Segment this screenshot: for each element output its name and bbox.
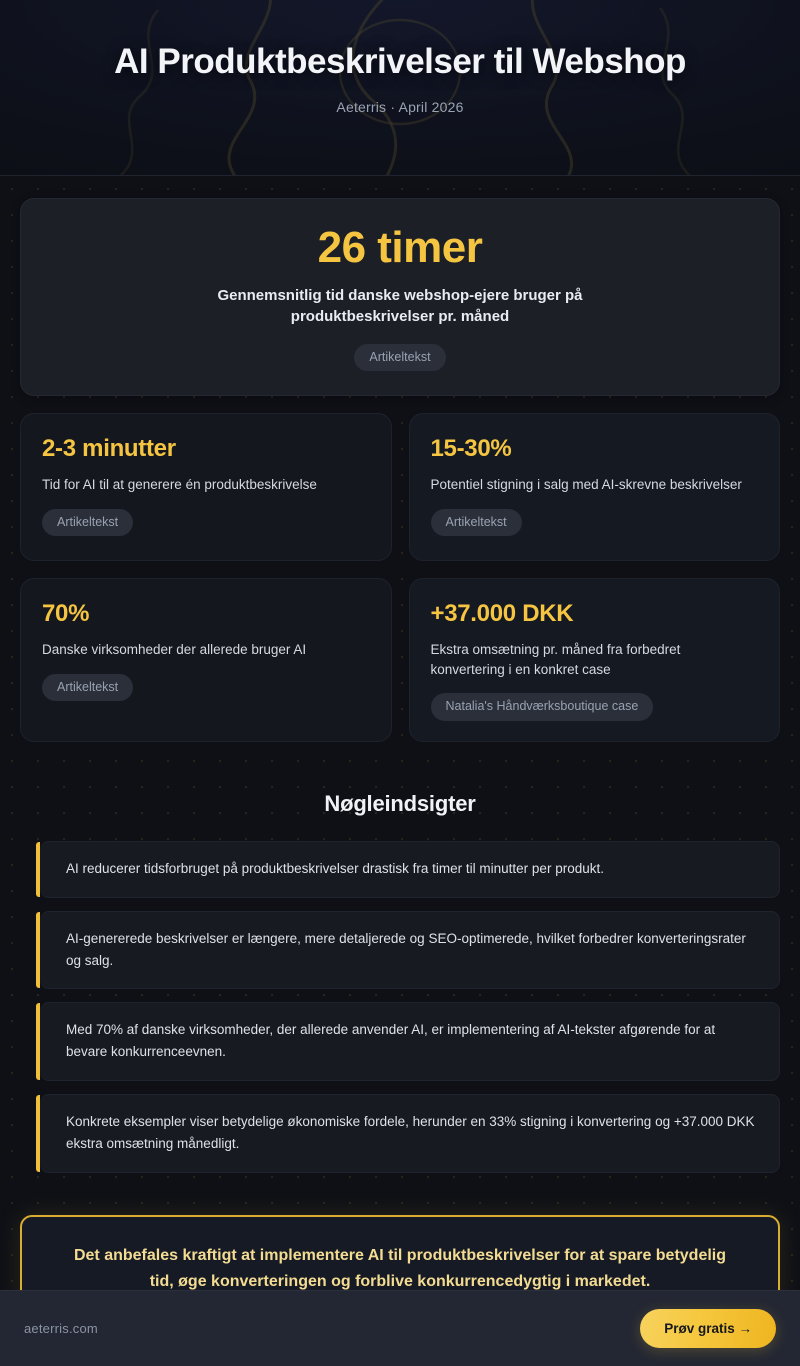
stat-card <box>409 413 781 561</box>
hero-stat-label: Gennemsnitlig tid danske webshop-ejere bruger på produktbeskrivelser pr. måned <box>217 287 583 326</box>
stat-card <box>20 578 392 742</box>
hero-stat-card <box>20 198 780 396</box>
insight-item: Med 70% af danske virksomheder, der allerede anvender AI, er implementering af AI-tekster afgørende for at bevare konkurrenceevnen. <box>40 1002 780 1081</box>
hero-source-badge: Artikeltekst <box>354 344 445 372</box>
recommendation-box: Det anbefales kraftigt at implementere AI til produktbeskrivelser for at spare betydelig tid, øge konverteringen og forblive konkurrencedygtig i markedet. <box>20 1215 780 1290</box>
stat-badge-wrap <box>42 509 370 537</box>
page-header <box>0 0 800 176</box>
stat-card <box>20 413 392 561</box>
stat-value: 2-3 minutter <box>42 435 176 463</box>
page-subtitle: Aeterris · April 2026 <box>336 98 464 115</box>
stat-label: Tid for AI til at generere én produktbeskrivelse <box>42 476 317 492</box>
insight-item: AI-genererede beskrivelser er længere, mere detaljerede og SEO-optimerede, hvilket forbedrer konverteringsrater og salg. <box>40 911 780 990</box>
stat-value: +37.000 DKK <box>430 600 574 628</box>
main-content <box>0 176 800 1290</box>
try-free-cta-button[interactable]: Prøv gratis → <box>640 1309 776 1348</box>
stat-label: Ekstra omsætning pr. måned fra forbedret konvertering i en konkret case <box>430 641 681 677</box>
footer-site-link[interactable]: aeterris.com <box>24 1321 98 1336</box>
insights-section-title: Nøgleindsigter <box>324 790 476 816</box>
stat-source-badge: Artikeltekst <box>431 509 522 537</box>
hero-stat-value: 26 timer <box>317 223 483 272</box>
insight-item: Konkrete eksempler viser betydelige økonomiske fordele, herunder en 33% stigning i konvertering og +37.000 DKK ekstra omsætning månedligt. <box>40 1094 780 1173</box>
stat-label: Potentiel stigning i salg med AI-skrevne beskrivelser <box>430 476 742 492</box>
stat-source-badge: Artikeltekst <box>42 674 133 702</box>
stat-badge-wrap <box>431 509 759 537</box>
stat-badge-wrap <box>431 693 759 721</box>
insight-item: AI reducerer tidsforbruget på produktbeskrivelser drastisk fra timer til minutter per produkt. <box>40 841 780 898</box>
stat-value: 15-30% <box>430 435 512 463</box>
stat-card <box>409 578 781 742</box>
stat-label: Danske virksomheder der allerede bruger AI <box>42 641 307 657</box>
insights-list <box>20 841 780 1173</box>
stat-source-badge: Natalia's Håndværksboutique case <box>431 693 654 721</box>
page-title: AI Produktbeskrivelser til Webshop <box>114 42 686 82</box>
stat-value: 70% <box>42 600 90 628</box>
stat-card-grid <box>20 413 780 742</box>
page-footer <box>0 1290 800 1366</box>
stat-source-badge: Artikeltekst <box>42 509 133 537</box>
stat-badge-wrap <box>42 674 370 702</box>
